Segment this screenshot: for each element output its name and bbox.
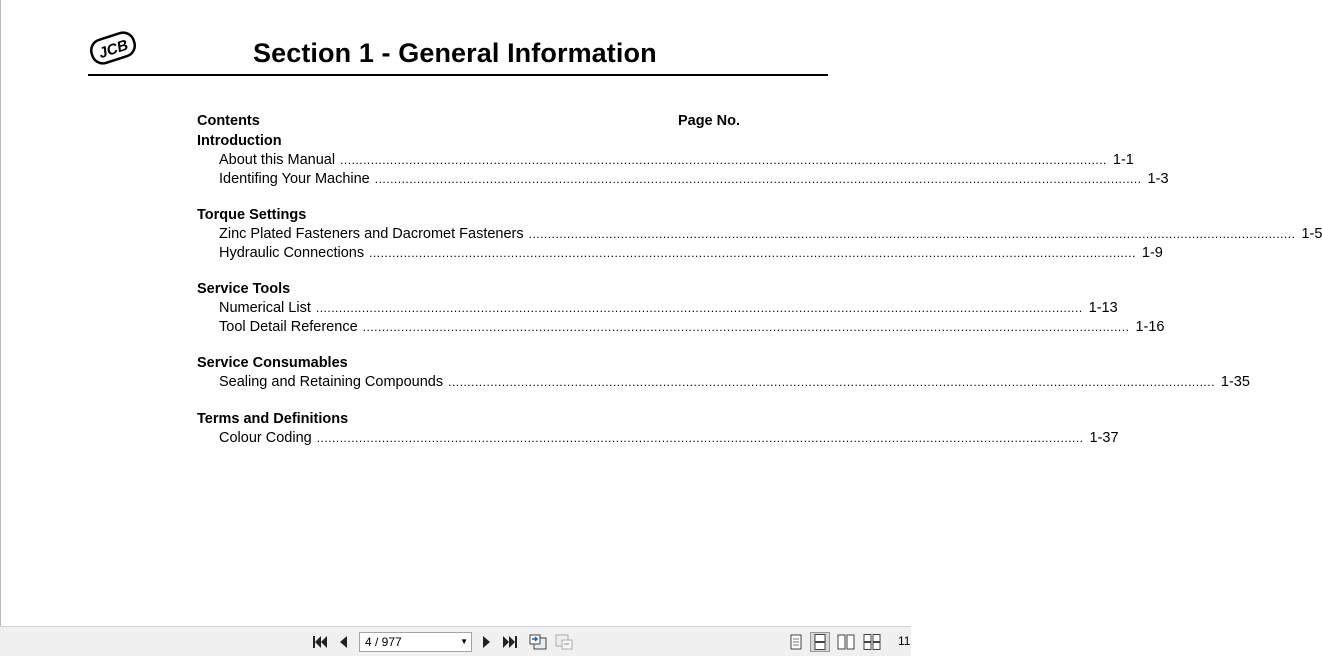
dot-leader: ........................................................................................................................................................................................................ xyxy=(362,319,1130,334)
section-gap xyxy=(197,392,740,409)
page-no-label: Page No. xyxy=(677,113,740,129)
toc-entry[interactable] xyxy=(197,225,1322,244)
toc-entry-page: 1-35 xyxy=(1220,374,1250,390)
toc-entry[interactable] xyxy=(197,429,1119,448)
toc-section xyxy=(197,131,1169,188)
dot-leader: ........................................................................................................................................................................................................ xyxy=(316,430,1084,445)
last-page-icon[interactable] xyxy=(500,632,520,652)
go-forward-view-icon[interactable] xyxy=(554,632,574,652)
chevron-down-icon: ▼ xyxy=(460,637,468,646)
toc-entry-page: 1-1 xyxy=(1112,152,1134,168)
toc-section-title: Service Tools xyxy=(197,281,291,297)
dot-leader: ........................................................................................................................................................................................................ xyxy=(374,171,1142,186)
dot-leader: ........................................................................................................................................................................................................ xyxy=(340,153,1107,167)
toc-entry[interactable] xyxy=(197,244,1163,263)
toc-section xyxy=(197,205,1322,262)
svg-text:JCB: JCB xyxy=(96,36,131,63)
continuous-view-icon[interactable] xyxy=(810,632,830,652)
page-number-select[interactable] xyxy=(359,632,472,652)
page-number-value: 4 / 977 xyxy=(365,635,402,649)
toc-entry-label: Tool Detail Reference xyxy=(219,318,358,335)
continuous-facing-view-icon[interactable] xyxy=(862,632,882,652)
toc-entry[interactable] xyxy=(197,373,1250,392)
toc-section xyxy=(197,409,1119,448)
toc-entry-label: Identifing Your Machine xyxy=(219,170,370,187)
first-page-icon[interactable] xyxy=(310,632,330,652)
title-rule xyxy=(88,74,828,76)
section-gap xyxy=(197,336,740,353)
next-page-icon[interactable] xyxy=(477,632,497,652)
toc-header xyxy=(197,112,740,131)
toc-sections xyxy=(197,131,1322,447)
toc-entry[interactable] xyxy=(197,151,1134,170)
facing-view-icon[interactable] xyxy=(836,632,856,652)
single-page-view-icon[interactable] xyxy=(786,632,806,652)
toc-entry-page: 1-5 xyxy=(1301,226,1322,242)
table-of-contents xyxy=(197,112,1322,447)
go-back-view-icon[interactable] xyxy=(528,632,548,652)
toc-entry-page: 1-37 xyxy=(1089,429,1119,446)
jcb-logo xyxy=(88,27,138,69)
toc-entry-label: About this Manual xyxy=(219,152,336,168)
zoom-level[interactable]: 11 xyxy=(898,634,911,648)
toc-entry-label: Numerical List xyxy=(219,300,311,316)
contents-label: Contents xyxy=(197,113,260,129)
toc-entry-label: Sealing and Retaining Compounds xyxy=(219,374,444,390)
dot-leader: ........................................................................................................................................................................................................ xyxy=(369,245,1136,260)
section-gap xyxy=(197,262,740,279)
dot-leader: ........................................................................................................................................................................................................ xyxy=(528,227,1296,241)
toc-entry-label: Colour Coding xyxy=(219,429,312,446)
toc-entry-page: 1-13 xyxy=(1088,300,1118,316)
toc-entry-page: 1-9 xyxy=(1141,244,1163,261)
toc-entry-page: 1-16 xyxy=(1135,318,1165,335)
dot-leader: ........................................................................................................................................................................................................ xyxy=(448,375,1215,389)
toc-entry-label: Zinc Plated Fasteners and Dacromet Fasteners xyxy=(219,226,524,242)
toc-entry[interactable] xyxy=(197,299,1118,318)
toc-entry-label: Hydraulic Connections xyxy=(219,244,365,261)
prev-page-icon[interactable] xyxy=(333,632,353,652)
toc-section-title: Torque Settings xyxy=(197,207,307,223)
dot-leader: ........................................................................................................................................................................................................ xyxy=(315,301,1083,315)
toc-section xyxy=(197,279,1165,336)
viewer-toolbar xyxy=(0,626,911,656)
toc-entry[interactable] xyxy=(197,318,1165,337)
toc-section-title: Service Consumables xyxy=(197,355,348,371)
section-gap xyxy=(197,188,740,205)
toc-section-title: Introduction xyxy=(197,133,282,149)
toc-section xyxy=(197,353,1250,392)
toc-section-title: Terms and Definitions xyxy=(197,410,349,427)
toc-entry[interactable] xyxy=(197,170,1169,189)
toc-entry-page: 1-3 xyxy=(1147,170,1169,187)
page-title: Section 1 - General Information xyxy=(253,38,657,68)
